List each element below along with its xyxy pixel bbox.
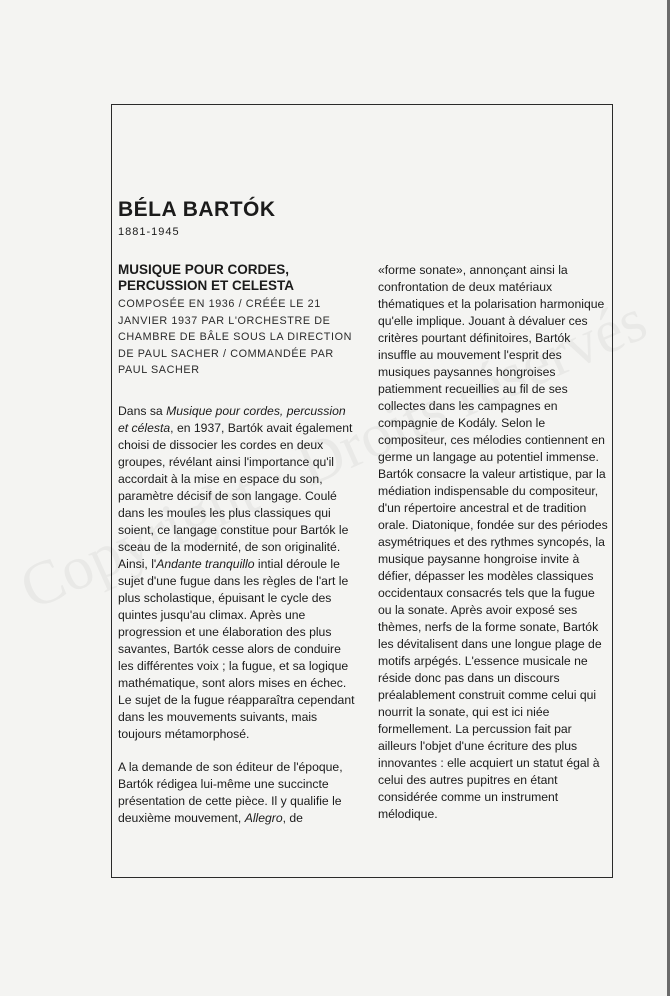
paragraph-continued: «forme sonate», annonçant ainsi la confrontation de deux matériaux thématiques et la polarisation harmonique qu'elle implique. Jouant à dévaluer ces critères pourtant définitoires, Bartók insuffle au mouvement l'esprit des musiques paysannes hongroises patiemment recueillies au fil de ses collectes dans les campagnes en compagnie de Kodály. Selon le compositeur, ces mélodies contiennent en germe un langage au potentiel immense. Bartók consacre la valeur artistique, par la médiation indispensable du compositeur, d'un répertoire ancestral et de tradition orale. Diatonique, fondée sur des périodes asymétriques et des rythmes syncopés, la musique paysanne hongroise invite à défier, dépasser les modèles classiques occidentaux consacrés tels que la fugue ou la sonate. Après avoir exposé ses thèmes, nerfs de la forme sonate, Bartók les dévitalisent dans une longue plage de motifs arpégés. L'essence musicale ne réside donc pas dans un discours préalablement construit comme celui qui nourrit la sonate, qui est ici niée formellement. La percussion fait par ailleurs l'objet d'une écriture des plus innovantes : elle acquiert un statut égal à celui des autres pupitres en étant considérée comme un instrument mélodique. <box>378 263 608 821</box>
text-run: , de <box>282 810 303 825</box>
tempo-marking: Allegro <box>244 810 283 825</box>
composer-name: BÉLA BARTÓK <box>118 198 276 221</box>
text-run: intial déroule le sujet d'une fugue dans les règles de l'art le plus scholastique, épuisant le cycle des quintes jusqu'au climax. Après une progression et une élaboration des plus savantes, Bartók cesse alors de conduire les différentes voix ; la fugue, et sa logique mathématique, sont alors mises en échec. Le sujet de la fugue réapparaîtra cependant dans les mouvements suivants, mais toujours métamorphosé. <box>118 556 355 741</box>
composer-dates: 1881-1945 <box>118 226 180 238</box>
paragraph-second <box>118 759 358 827</box>
text-run: A la demande de son éditeur de l'époque, Bartók rédigea lui-même une succincte présentation de cette pièce. Il y qualifie le deuxième mouvement, <box>118 759 343 825</box>
work-title: MUSIQUE POUR CORDES, PERCUSSION ET CELESTA <box>118 262 295 293</box>
paragraph-intro <box>118 403 358 743</box>
left-column <box>118 262 358 827</box>
work-details: COMPOSÉE EN 1936 / CRÉÉE LE 21 JANVIER 1937 PAR L'ORCHESTRE DE CHAMBRE DE BÂLE SOUS LA DIRECTION DE PAUL SACHER / COMMANDÉE PAR PAUL SACHER <box>118 298 352 376</box>
right-column <box>378 262 608 823</box>
text-run: , en 1937, Bartók avait également choisi de dissocier les cordes en deux groupes, révélant ainsi l'importance qu'il accordait à la mise en espace du son, paramètre décisif de son langage. Coulé dans les moules les plus classiques qui soient, ce langage constitue pour Bartók le sceau de la modernité, de son originalité. Ainsi, l' <box>118 420 353 571</box>
tempo-marking: Andante tranquillo <box>156 556 255 571</box>
text-run: Dans sa <box>118 403 167 418</box>
work-title-italic: Musique pour cordes, percussion et célesta <box>118 403 346 435</box>
